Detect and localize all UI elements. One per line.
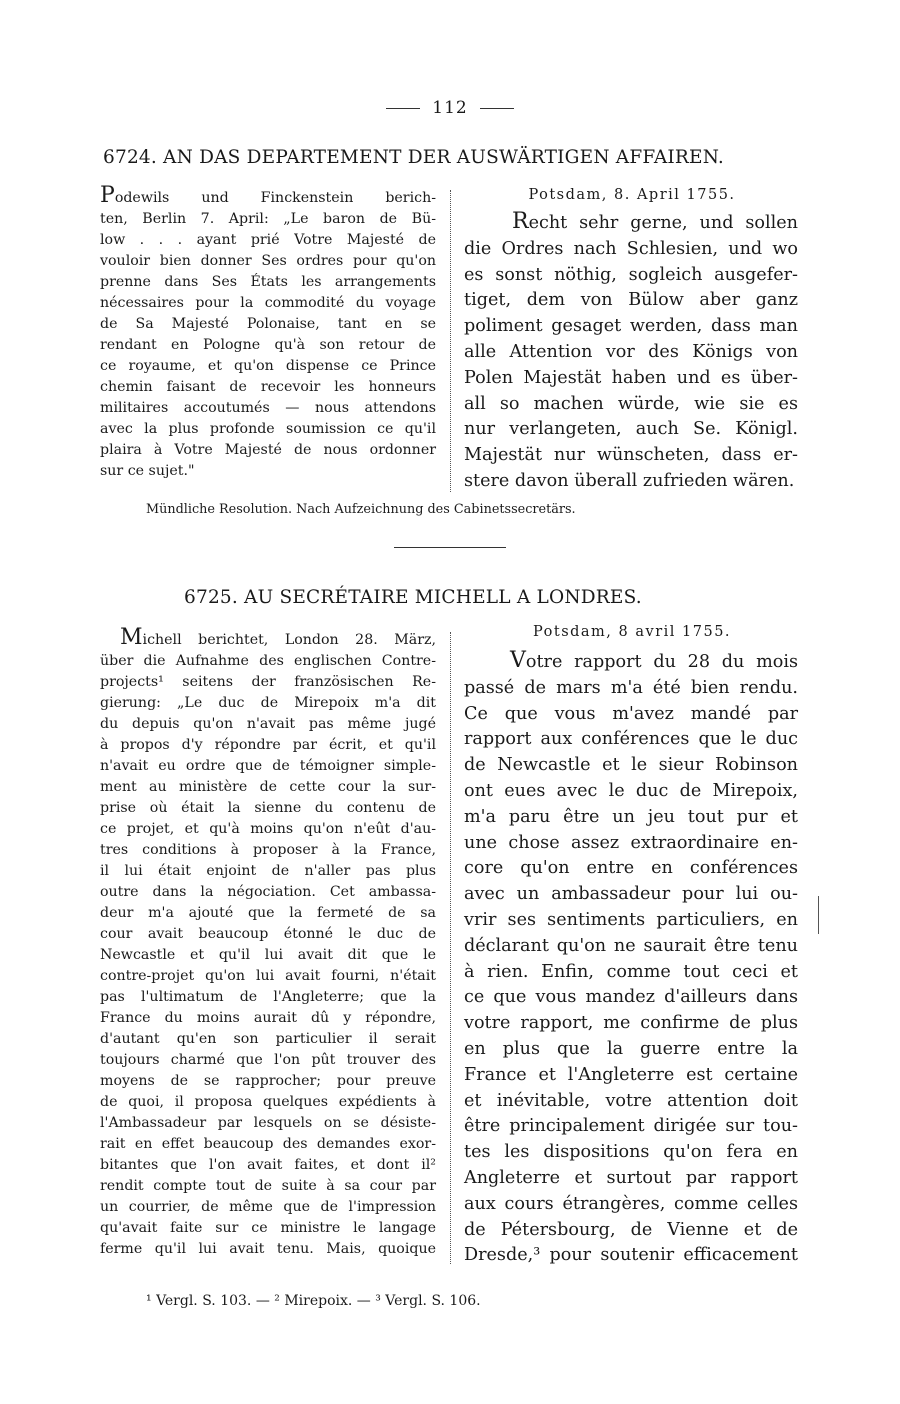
summary-line: Newcastle et qu'il lui avait dit que le	[100, 947, 436, 963]
resolution-note: Mündliche Resolution. Nach Aufzeichnung des Cabinetssecretärs.	[146, 502, 576, 517]
reply-line: vrir ses sentiments particuliers, en	[464, 909, 798, 930]
footnotes: ¹ Vergl. S. 103. — ² Mirepoix. — ³ Vergl. S. 106.	[146, 1293, 481, 1309]
summary-line: de quoi, il proposa quelques expédients à	[100, 1094, 436, 1110]
summary-line: ten, Berlin 7. April: „Le baron de Bü-	[100, 211, 436, 227]
reply-line: passé de mars m'a été bien rendu.	[464, 677, 798, 698]
summary-line-text: ichell berichtet, London 28. März,	[142, 632, 436, 648]
reply-line: déclarant qu'on ne saurait être tenu	[464, 935, 798, 956]
summary-line: prenne dans Ses États les arrangements	[100, 274, 436, 290]
summary-line: toujours charmé que l'on pût trouver des	[100, 1052, 436, 1068]
margin-mark	[818, 896, 819, 934]
reply-line: ont eues avec le duc de Mirepoix,	[464, 780, 798, 801]
reply-line: die Ordres nach Schlesien, und wo	[464, 238, 798, 259]
reply-line-text: echt sehr gerne, und sollen	[528, 213, 798, 233]
column-divider	[450, 632, 451, 1264]
summary-line: Michell berichtet, London 28. März,	[120, 625, 436, 650]
reply-line: France et l'Angleterre est certaine	[464, 1064, 798, 1085]
letter-6724-dateline: Potsdam, 8. April 1755.	[528, 187, 736, 203]
summary-line: moyens de se rapprocher; pour preuve	[100, 1073, 436, 1089]
reply-line: être principalement dirigée sur tou-	[464, 1116, 798, 1137]
summary-line: l'Ambassadeur par lesquels on se désiste-	[100, 1115, 436, 1131]
summary-line: qu'avait faite sur ce ministre le langage	[100, 1220, 436, 1236]
reply-line: es sonst nöthig, sogleich ausgefer-	[464, 264, 798, 285]
reply-line: aux cours étrangères, comme celles	[464, 1193, 798, 1214]
summary-line: projects¹ seitens der französischen Re-	[100, 674, 436, 690]
summary-line: bitantes que l'on avait faites, et dont il²	[100, 1157, 436, 1173]
summary-line: nécessaires pour la commodité du voyage	[100, 295, 436, 311]
reply-line: all so machen würde, wie sie es	[464, 393, 798, 414]
letter-6724-reply	[464, 209, 798, 495]
summary-line: chemin faisant de recevoir les honneurs	[100, 379, 436, 395]
reply-line: de Newcastle et le sieur Robinson	[464, 755, 798, 776]
summary-line: d'autant qu'en son particulier il serait	[100, 1031, 436, 1047]
reply-line: nur verlangeten, auch Se. Königl.	[464, 419, 798, 440]
summary-line: plaira à Votre Majesté de nous ordonner	[100, 442, 436, 458]
letter-6725-dateline: Potsdam, 8 avril 1755.	[532, 624, 732, 640]
summary-line: gierung: „Le duc de Mirepoix m'a dit	[100, 695, 436, 711]
summary-line: tres conditions à proposer à la France,	[100, 842, 436, 858]
summary-line: contre-projet qu'on lui avait fourni, n'était	[100, 968, 436, 984]
summary-line: France du moins aurait dû y répondre,	[100, 1010, 436, 1026]
reply-line: ce que vous mandez d'ailleurs dans	[464, 987, 798, 1008]
summary-line: ce royaume, et qu'on dispense ce Prince	[100, 358, 436, 374]
reply-line: m'a paru être un jeu tout pur et	[464, 806, 798, 827]
summary-line: du depuis qu'on n'avait pas même jugé	[100, 716, 436, 732]
summary-line: il lui était enjoint de n'aller pas plus	[100, 863, 436, 879]
summary-line: rendant en Pologne qu'à son retour de	[100, 337, 436, 353]
reply-line-text: otre rapport du 28 du mois	[525, 652, 798, 672]
reply-line: votre rapport, me confirme de plus	[464, 1013, 798, 1034]
page-number-dash-left	[386, 108, 420, 109]
summary-line-text: odewils und Finckenstein berich-	[114, 190, 436, 206]
letter-6724-summary	[100, 185, 436, 482]
summary-line: rait en effet beaucoup des demandes exor-	[100, 1136, 436, 1152]
summary-line: cour avait beaucoup étonné le duc de	[100, 926, 436, 942]
column-divider	[450, 190, 451, 492]
summary-line: Podewils und Finckenstein berich-	[100, 183, 436, 208]
reply-line: en plus que la guerre entre la	[464, 1038, 798, 1059]
reply-line: à rien. Enfin, comme tout ceci et	[464, 961, 798, 982]
reply-line: tes les dispositions qu'on fera en	[464, 1142, 798, 1163]
summary-line: pas l'ultimatum de l'Angleterre; que la	[100, 989, 436, 1005]
reply-line: Ce que vous m'avez mandé par	[464, 703, 798, 724]
reply-line: Recht sehr gerne, und sollen	[512, 209, 798, 234]
reply-line: de Pétersbourg, de Vienne et de	[464, 1219, 798, 1240]
page-number-text: 112	[432, 98, 468, 118]
reply-line: alle Attention vor des Königs von	[464, 341, 798, 362]
summary-line: rendit compte tout de suite à sa cour par	[100, 1178, 436, 1194]
reply-line: Votre rapport du 28 du mois	[510, 648, 798, 673]
reply-line: Angleterre et surtout par rapport	[464, 1167, 798, 1188]
summary-line: outre dans la négociation. Cet ambassa-	[100, 884, 436, 900]
reply-line: core qu'on entre en conférences	[464, 858, 798, 879]
letter-6724-heading: 6724. AN DAS DEPARTEMENT DER AUSWÄRTIGEN AFFAIREN.	[103, 147, 725, 168]
summary-line: deur m'a ajouté que la fermeté de sa	[100, 905, 436, 921]
summary-line: de Sa Majesté Polonaise, tant en se	[100, 316, 436, 332]
summary-line: ce projet, et qu'à moins qu'on n'eût d'au-	[100, 821, 436, 837]
section-rule	[394, 547, 506, 548]
letter-6725-heading: 6725. AU SECRÉTAIRE MICHELL A LONDRES.	[184, 587, 642, 608]
letter-6725-reply	[464, 648, 798, 1269]
reply-line: Polen Majestät haben und es über-	[464, 367, 798, 388]
summary-line: un courrier, de même que de l'impression	[100, 1199, 436, 1215]
reply-line: stere davon überall zufrieden wären.	[464, 470, 795, 491]
summary-line: ment au ministère de cette cour la sur-	[100, 779, 436, 795]
summary-line: n'avait eu ordre que de témoigner simple-	[100, 758, 436, 774]
reply-line: avec un ambassadeur pour lui ou-	[464, 884, 798, 905]
page-number	[0, 98, 900, 118]
reply-line: Majestät nur wünscheten, dass er-	[464, 445, 798, 466]
summary-line: prise où était la sienne du contenu de	[100, 800, 436, 816]
page-number-dash-right	[480, 108, 514, 109]
summary-line: militaires accoutumés — nous attendons	[100, 400, 436, 416]
reply-line: tiget, dem von Bülow aber ganz	[464, 290, 798, 311]
reply-line: poliment gesaget werden, dass man	[464, 316, 798, 337]
summary-line: avec la plus profonde soumission ce qu'il	[100, 421, 436, 437]
summary-line: low . . . ayant prié Votre Majesté de	[100, 232, 436, 248]
reply-line: une chose assez extraordinaire en-	[464, 832, 798, 853]
summary-line: sur ce sujet."	[100, 463, 195, 479]
reply-line: et inévitable, votre attention doit	[464, 1090, 798, 1111]
summary-line: à propos d'y répondre par écrit, et qu'il	[100, 737, 436, 753]
summary-line: ferme qu'il lui avait tenu. Mais, quoique	[100, 1241, 436, 1257]
letter-6725-summary	[100, 627, 436, 1260]
summary-line: vouloir bien donner Ses ordres pour qu'on	[100, 253, 436, 269]
reply-line: rapport aux conférences que le duc	[464, 729, 798, 750]
summary-line: über die Aufnahme des englischen Contre-	[100, 653, 436, 669]
reply-line: Dresde,³ pour soutenir efficacement	[464, 1245, 798, 1266]
